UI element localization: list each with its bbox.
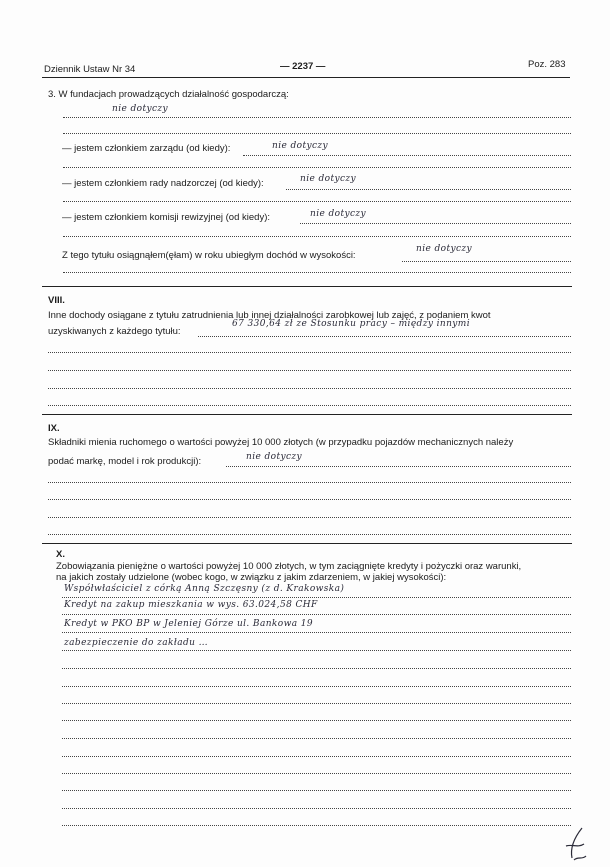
section3-heading-answer: nie dotyczy xyxy=(112,104,169,114)
section8-number: VIII. xyxy=(48,295,65,306)
supervisory-board-answer: nie dotyczy xyxy=(300,174,357,184)
answer-line xyxy=(62,756,571,757)
answer-line xyxy=(62,808,571,809)
section10-text-line2: na jakich zostały udzielone (wobec kogo, w związku z jakim zdarzeniem, w jakiej wysokości): xyxy=(56,572,447,583)
audit-committee-answer: nie dotyczy xyxy=(310,209,367,219)
answer-line xyxy=(63,167,571,168)
answer-line xyxy=(48,482,571,483)
answer-line xyxy=(62,720,571,721)
section8-answer: 67 330,64 zł ze Stosunku pracy – między innymi xyxy=(232,319,470,329)
answer-line xyxy=(48,405,571,406)
answer-line xyxy=(63,236,571,237)
initials-mark xyxy=(560,826,594,864)
answer-line xyxy=(402,261,571,262)
section-separator xyxy=(42,286,572,287)
section9-text-line2: podać markę, model i rok produkcji): xyxy=(48,456,202,467)
section-separator xyxy=(42,414,572,415)
page-number: — 2237 — xyxy=(280,61,326,72)
section10-text-line1: Zobowiązania pieniężne o wartości powyżej 10 000 złotych, w tym zaciągnięte kredyty i pożyczki oraz warunki, xyxy=(56,561,522,572)
answer-line xyxy=(62,632,571,633)
answer-line xyxy=(62,773,571,774)
section10-answer-line2: Kredyt na zakup mieszkania w wys. 63.024,58 CHF xyxy=(64,600,318,610)
header-rule xyxy=(42,77,570,78)
answer-line xyxy=(62,790,571,791)
section10-answer-line3: Kredyt w PKO BP w Jeleniej Górze ul. Bankowa 19 xyxy=(64,619,313,629)
section8-text-line1: Inne dochody osiągane z tytułu zatrudnienia lub innej działalności zarobkowej lub zajęć, z podaniem kwot xyxy=(48,310,491,321)
section9-number: IX. xyxy=(48,423,60,434)
answer-line xyxy=(300,223,571,224)
answer-line xyxy=(198,336,571,337)
answer-line xyxy=(62,650,571,651)
answer-line xyxy=(48,352,571,353)
answer-line xyxy=(48,388,571,389)
answer-line xyxy=(243,155,571,156)
journal-title: Dziennik Ustaw Nr 34 xyxy=(44,64,136,75)
answer-line xyxy=(63,272,571,273)
answer-line xyxy=(48,370,571,371)
answer-line xyxy=(226,466,571,467)
board-member-label: — jestem członkiem zarządu (od kiedy): xyxy=(62,143,231,154)
board-member-answer: nie dotyczy xyxy=(272,141,329,151)
section9-text-line1: Składniki mienia ruchomego o wartości powyżej 10 000 złotych (w przypadku pojazdów mechanicznych należy xyxy=(48,437,514,448)
answer-line xyxy=(63,117,571,118)
supervisory-board-label: — jestem członkiem rady nadzorczej (od kiedy): xyxy=(62,178,264,189)
answer-line xyxy=(286,189,571,190)
section8-text-line2: uzyskiwanych z każdego tytułu: xyxy=(48,326,181,337)
answer-line xyxy=(62,825,571,826)
section3-heading: 3. W fundacjach prowadzących działalność gospodarczą: xyxy=(48,89,289,100)
answer-line xyxy=(62,738,571,739)
section3-income-answer: nie dotyczy xyxy=(416,244,473,254)
answer-line xyxy=(63,133,571,134)
section10-answer-line1: Współwłaściciel z córką Anną Szczęsny (z d. Krakowska) xyxy=(64,584,345,594)
section9-answer: nie dotyczy xyxy=(246,452,303,462)
answer-line xyxy=(48,517,571,518)
section-separator xyxy=(42,543,572,544)
answer-line xyxy=(62,703,571,704)
section10-answer-line4: zabezpieczenie do zakładu … xyxy=(64,638,208,648)
answer-line xyxy=(62,597,571,598)
answer-line xyxy=(62,686,571,687)
position-number: Poz. 283 xyxy=(528,59,566,70)
answer-line xyxy=(62,668,571,669)
answer-line xyxy=(48,499,571,500)
audit-committee-label: — jestem członkiem komisji rewizyjnej (od kiedy): xyxy=(62,212,270,223)
answer-line xyxy=(48,534,571,535)
answer-line xyxy=(62,614,571,615)
answer-line xyxy=(63,201,571,202)
section3-income-label: Z tego tytułu osiągnąłem(ęłam) w roku ubiegłym dochód w wysokości: xyxy=(62,250,356,261)
section10-number: X. xyxy=(56,549,65,560)
